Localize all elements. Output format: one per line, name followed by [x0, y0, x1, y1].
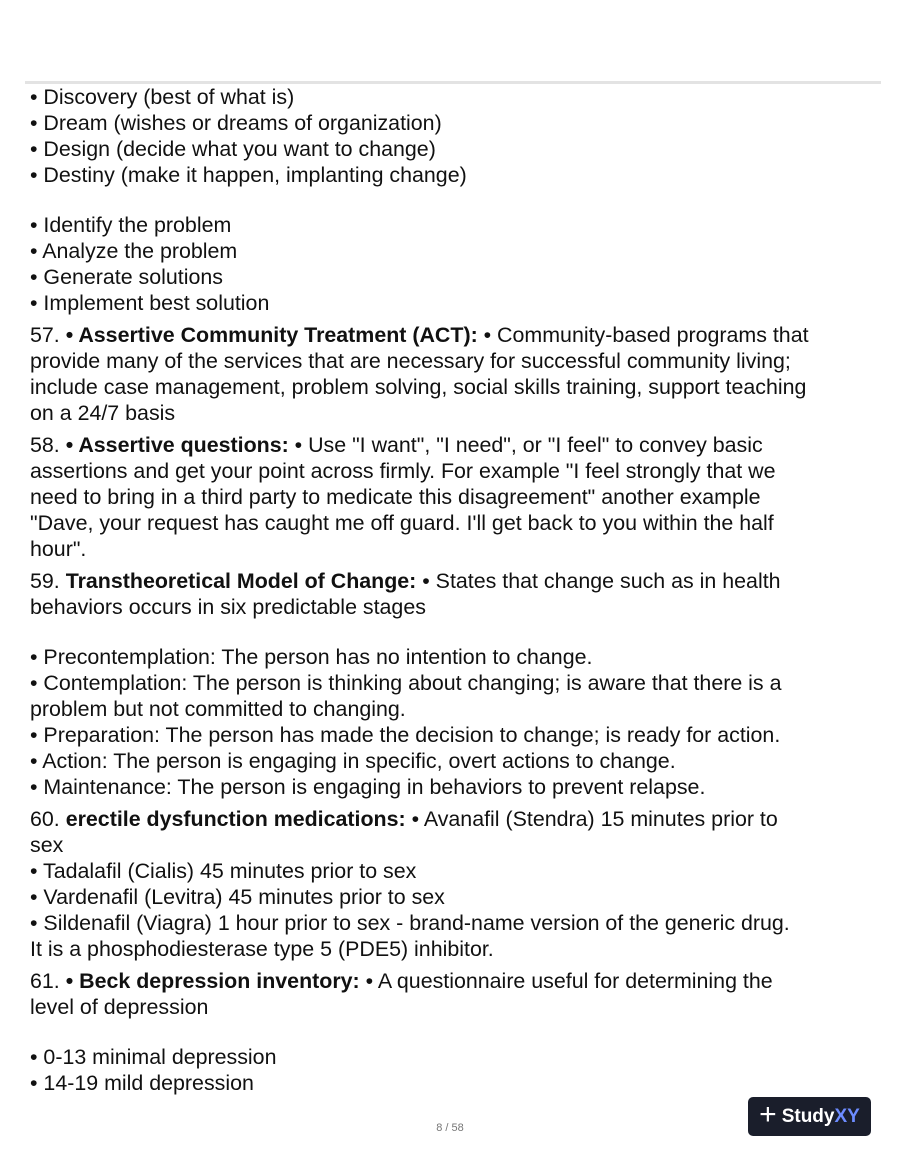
- entry-text: • A questionnaire useful for determining the: [359, 969, 773, 993]
- list-item: • Action: The person is engaging in specific, overt actions to change.: [30, 749, 676, 773]
- list-item: • Analyze the problem: [30, 239, 238, 263]
- entry-term: • Assertive Community Treatment (ACT):: [65, 323, 478, 347]
- entry-text: level of depression: [30, 995, 209, 1019]
- entry-number: 60.: [30, 807, 66, 831]
- entry-text: • States that change such as in health: [416, 569, 781, 593]
- entry-text: It is a phosphodiesterase type 5 (PDE5) inhibitor.: [30, 937, 494, 961]
- entry-text: assertions and get your point across firmly. For example "I feel strongly that we: [30, 459, 776, 483]
- entry-60: [30, 806, 880, 962]
- list-item: • Implement best solution: [30, 291, 270, 315]
- list-item: • Sildenafil (Viagra) 1 hour prior to sex - brand-name version of the generic drug.: [30, 911, 790, 935]
- entry-59: [30, 568, 880, 800]
- studyxy-logo: [748, 1097, 871, 1136]
- entry-61: [30, 968, 880, 1096]
- list-item: • Vardenafil (Levitra) 45 minutes prior to sex: [30, 885, 445, 909]
- entry-text: "Dave, your request has caught me off guard. I'll get back to you within the half: [30, 511, 774, 535]
- entry-text: provide many of the services that are necessary for successful community living;: [30, 349, 791, 373]
- list-item: • Maintenance: The person is engaging in behaviors to prevent relapse.: [30, 775, 706, 799]
- entry-text: on a 24/7 basis: [30, 401, 176, 425]
- list-item: • 0-13 minimal depression: [30, 1045, 277, 1069]
- entry-text: behaviors occurs in six predictable stages: [30, 595, 426, 619]
- entry-term: Transtheoretical Model of Change:: [65, 569, 417, 593]
- list-item: • Discovery (best of what is): [30, 85, 295, 109]
- list-item: • Tadalafil (Cialis) 45 minutes prior to sex: [30, 859, 417, 883]
- entry-text: need to bring in a third party to medicate this disagreement" another example: [30, 485, 761, 509]
- entry-number: 59.: [30, 569, 66, 593]
- entry-term: • Assertive questions:: [65, 433, 289, 457]
- list-item: • Contemplation: The person is thinking about changing; is aware that there is a: [30, 671, 782, 695]
- page-number: 8 / 58: [436, 1122, 464, 1134]
- list-item: • Destiny (make it happen, implanting change): [30, 163, 467, 187]
- page-content: [30, 84, 880, 1096]
- entry-text: • Use "I want", "I need", or "I feel" to convey basic: [288, 433, 763, 457]
- logo-study-text: Study: [781, 1105, 835, 1127]
- list-item: • Dream (wishes or dreams of organization): [30, 111, 442, 135]
- entry-text: hour".: [30, 537, 87, 561]
- list-block-1: [30, 84, 880, 188]
- list-item: • Identify the problem: [30, 213, 232, 237]
- list-item: • Design (decide what you want to change): [30, 137, 436, 161]
- list-item: problem but not committed to changing.: [30, 697, 406, 721]
- list-block-2: [30, 212, 880, 316]
- entry-text: sex: [30, 833, 64, 857]
- list-item: • 14-19 mild depression: [30, 1071, 254, 1095]
- entry-58: [30, 432, 880, 562]
- list-item: • Preparation: The person has made the decision to change; is ready for action.: [30, 723, 781, 747]
- logo-xy-text: XY: [834, 1105, 860, 1127]
- entry-number: 57.: [30, 323, 66, 347]
- entry-57: [30, 322, 880, 426]
- entry-text: • Community-based programs that: [477, 323, 809, 347]
- entry-number: 61.: [30, 969, 66, 993]
- entry-number: 58.: [30, 433, 66, 457]
- entry-text: • Avanafil (Stendra) 15 minutes prior to: [405, 807, 778, 831]
- list-item: • Precontemplation: The person has no intention to change.: [30, 645, 593, 669]
- entry-text: include case management, problem solving, social skills training, support teaching: [30, 375, 807, 399]
- entry-term: • Beck depression inventory:: [65, 969, 360, 993]
- entry-term: erectile dysfunction medications:: [65, 807, 406, 831]
- list-item: • Generate solutions: [30, 265, 223, 289]
- plus-icon: +: [759, 1098, 777, 1131]
